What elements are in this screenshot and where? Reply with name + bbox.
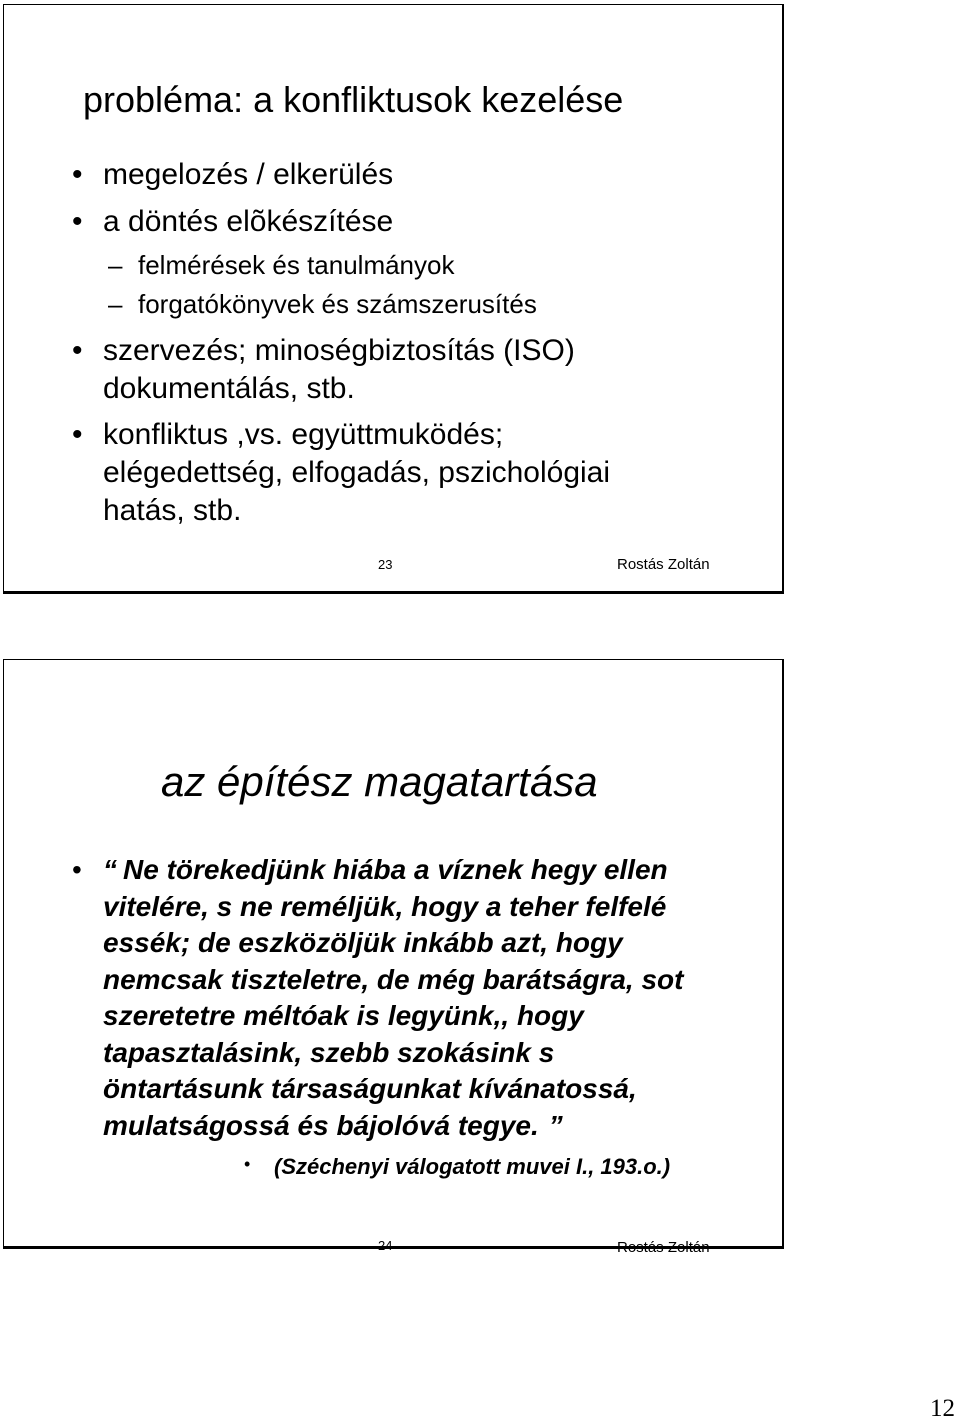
slide-number: 23 <box>378 557 393 572</box>
bullet-item: • konfliktus ,vs. együttmuködés; <box>103 416 503 454</box>
slide-title: az építész magatartása <box>161 758 598 805</box>
quote-line: “ Ne törekedjünk hiába a víznek hegy ellen <box>103 854 668 885</box>
bullet-marker: • <box>72 854 82 885</box>
quote-line: nemcsak tiszteletre, de még barátságra, sot <box>103 963 684 995</box>
quote-text <box>103 852 763 1144</box>
slide-author: Rostás Zoltán <box>617 556 710 573</box>
bullet-item: • a döntés elõkészítése <box>103 203 393 241</box>
slide-23 <box>3 4 784 594</box>
bullet-continuation: hatás, stb. <box>103 494 242 527</box>
bullet-marker: • <box>244 1154 251 1174</box>
open-quote-mark: “ <box>103 854 117 885</box>
bullet-continuation: dokumentálás, stb. <box>103 372 355 405</box>
sub-bullet-item: – forgatókönyvek és számszerusítés <box>138 287 537 321</box>
quote-source: (Széchenyi válogatott muvei I., 193.o.) <box>274 1154 671 1179</box>
quote-line: vitelére, s ne reméljük, hogy a teher felfelé <box>103 890 667 922</box>
slide-author: Rostás Zoltán <box>617 1239 710 1256</box>
bullet-item: • szervezés; minoségbiztosítás (ISO) <box>103 332 575 370</box>
quote-line: szeretetre méltóak is legyünk,, hogy <box>103 1000 584 1031</box>
bullet-item: • megelozés / elkerülés <box>103 156 393 194</box>
close-quote-mark: ” <box>548 1109 563 1141</box>
quote-line: essék; de eszközöljük inkább azt, hogy <box>103 927 623 958</box>
sub-bullet-item: – felmérések és tanulmányok <box>138 248 454 282</box>
bullet-continuation: elégedettség, elfogadás, pszichológiai <box>103 456 611 489</box>
slide-title: probléma: a konfliktusok kezelése <box>83 79 624 120</box>
slide-24 <box>3 659 784 1256</box>
quote-line: tapasztalásink, szebb szokásink s <box>103 1036 555 1068</box>
quote-line: öntartásunk társaságunkat kívánatossá, <box>103 1073 637 1104</box>
slide-number: 24 <box>378 1238 393 1253</box>
quote-line: mulatságossá és bájolóvá tegye. ” <box>103 1109 563 1141</box>
page-number: 12 <box>930 1395 955 1422</box>
